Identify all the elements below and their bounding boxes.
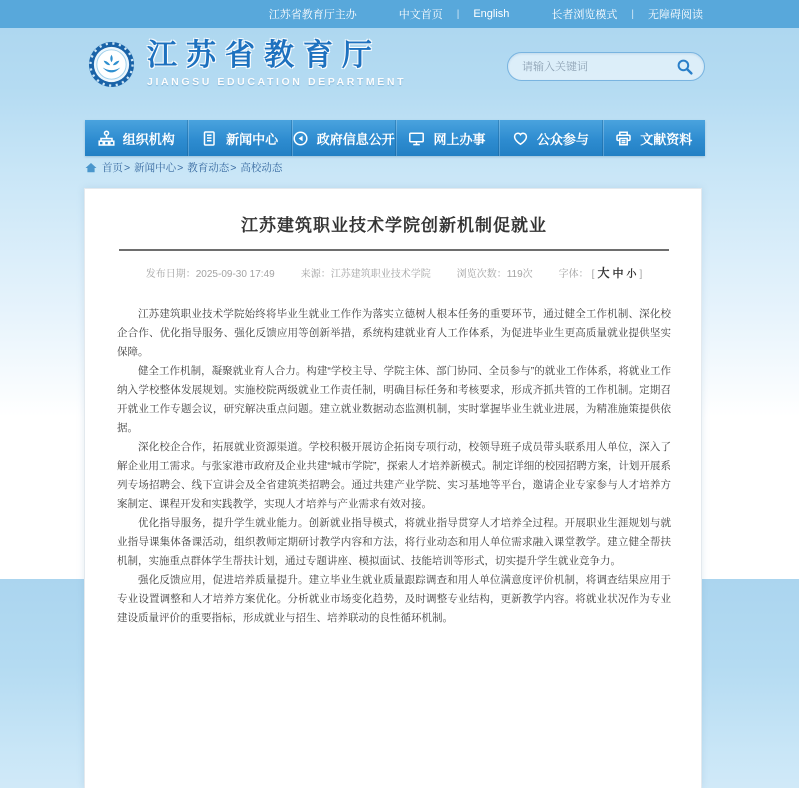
publish-date [146, 265, 275, 280]
article-paragraph: 强化反馈应用，促进培养质量提升。建立毕业生就业质量跟踪调查和用人单位满意度评价机制，将调查结果应用于专业设置调整和人才培养方案优化。分析就业市场变化趋势，及时调整专业结构，更新教学内容。将就业状况作为专业建设质量评价的重要指标，形成就业与招生、培养联动的良性循环机制。 [117, 574, 671, 624]
bracket: ] [639, 269, 643, 280]
site-title-english: JIANGSU EDUCATION DEPARTMENT [147, 76, 407, 88]
news-icon [201, 130, 218, 147]
search-input[interactable] [522, 61, 676, 73]
article-paragraph: 优化指导服务，提升学生就业能力。创新就业指导模式，将就业指导贯穿人才培养全过程。开展职业生涯规划与就业指导课集体备课活动，组织教师定期研讨教学内容和方法，将行业动态和用人单位需求融入课堂教学。建立健全帮扶机制，实施重点群体学生帮扶计划，通过专题讲座、模拟面试、技能培训等形式，切实提升学生就业竞争力。 [117, 517, 671, 567]
article-meta [117, 264, 671, 281]
views-value: 119次 [506, 269, 533, 280]
view-count [457, 265, 533, 280]
nav-item-documents[interactable] [602, 120, 705, 156]
source-value: 江苏建筑职业技术学院 [330, 269, 431, 280]
jiangsu-education-logo-icon [88, 41, 135, 88]
article-paragraph: 健全工作机制，凝聚就业育人合力。构建“学校主导、学院主体、部门协同、全员参与”的就业工作体系，将就业工作纳入学校整体发展规划。实施校院两级就业工作责任制，明确目标任务和考核要求，形成齐抓共管的工作机制。定期召开就业工作专题会议，研究解决重点问题。建立就业数据动态监测机制，实时掌握毕业生就业进展，为精准施策提供依据。 [117, 365, 671, 434]
article-paragraph: 深化校企合作，拓展就业资源渠道。学校积极开展访企拓岗专项行动，校领导班子成员带头联系用人单位，深入了解企业用工需求。与张家港市政府及企业共建“城市学院”，探索人才培养新模式。制定详细的校园招聘方案，计划开展系列专场招聘会、线下宣讲会及全省建筑类招聘会。通过共建产业学院、实习基地等平台，邀请企业专家参与人才培养方案制定、课程开发和实践教学，实现人才培养与产业需求有效对接。 [117, 441, 671, 510]
public-participation-heart-icon [512, 130, 529, 147]
nav-item-news-center[interactable] [187, 120, 290, 156]
nav-item-online-services[interactable] [395, 120, 498, 156]
article-source [301, 265, 431, 280]
search-icon[interactable] [676, 58, 694, 76]
site-title: 江苏省教育厅 [147, 39, 381, 72]
link-english[interactable]: English [473, 8, 510, 20]
article-card [84, 188, 702, 788]
publish-date-label: 发布日期： [145, 269, 196, 280]
title-divider [119, 249, 669, 251]
nav-label: 组织机构 [122, 131, 175, 147]
top-utility-bar [0, 0, 799, 28]
nav-label: 新闻中心 [226, 131, 279, 147]
brand-text [147, 38, 406, 88]
article-paragraph: 江苏建筑职业技术学院始终将毕业生就业工作作为落实立德树人根本任务的重要环节，通过健全工作机制、深化校企合作、优化指导服务、强化反馈应用等创新举措，系统构建就业育人工作体系，为促进毕业生更高质量就业提供坚实保障。 [117, 308, 671, 358]
font-size-large-button[interactable]: 大 [597, 266, 610, 280]
link-senior-mode[interactable]: 长者浏览模式 [551, 9, 618, 21]
breadcrumb [85, 160, 282, 175]
article-body [117, 305, 671, 628]
link-accessibility[interactable]: 无障碍阅读 [648, 9, 703, 21]
documents-icon [615, 130, 632, 147]
source-label: 来源： [300, 269, 331, 280]
nav-label: 公众参与 [536, 131, 589, 147]
nav-label: 文献资料 [640, 131, 693, 147]
font-size-label: 字体： [558, 269, 589, 280]
breadcrumb-separator: > [124, 161, 131, 174]
nav-label: 政府信息公开 [316, 131, 395, 147]
breadcrumb-news-center[interactable]: 新闻中心 [134, 162, 177, 174]
link-chinese-home[interactable]: 中文首页 [398, 9, 443, 21]
publish-date-value: 2025-09-30 17:49 [195, 269, 275, 280]
link-separator: | [631, 8, 634, 20]
link-sponsor[interactable]: 江苏省教育厅主办 [268, 9, 357, 21]
bracket: [ [591, 269, 595, 280]
site-header [0, 28, 799, 120]
org-chart-icon [98, 130, 115, 147]
main-nav [85, 120, 705, 156]
info-disclosure-icon [292, 130, 309, 147]
site-brand[interactable] [88, 38, 406, 88]
breadcrumb-education-news[interactable]: 教育动态 [187, 162, 230, 174]
breadcrumb-home[interactable]: 首页 [102, 162, 123, 174]
breadcrumb-college-news[interactable]: 高校动态 [240, 162, 283, 174]
font-size-control [559, 264, 643, 281]
font-size-small-button[interactable]: 小 [626, 269, 637, 280]
nav-item-gov-info-disclosure[interactable] [291, 120, 395, 156]
home-icon [85, 162, 97, 173]
views-label: 浏览次数： [456, 269, 507, 280]
nav-item-public-participation[interactable] [498, 120, 601, 156]
breadcrumb-separator: > [177, 161, 184, 174]
search-box [507, 52, 705, 81]
article-title: 江苏建筑职业技术学院创新机制促就业 [241, 216, 547, 235]
nav-item-organization[interactable] [85, 120, 187, 156]
online-services-icon [408, 130, 425, 147]
link-separator: | [456, 8, 460, 20]
font-size-medium-button[interactable]: 中 [612, 268, 624, 280]
breadcrumb-separator: > [230, 161, 237, 174]
nav-label: 网上办事 [433, 131, 486, 147]
